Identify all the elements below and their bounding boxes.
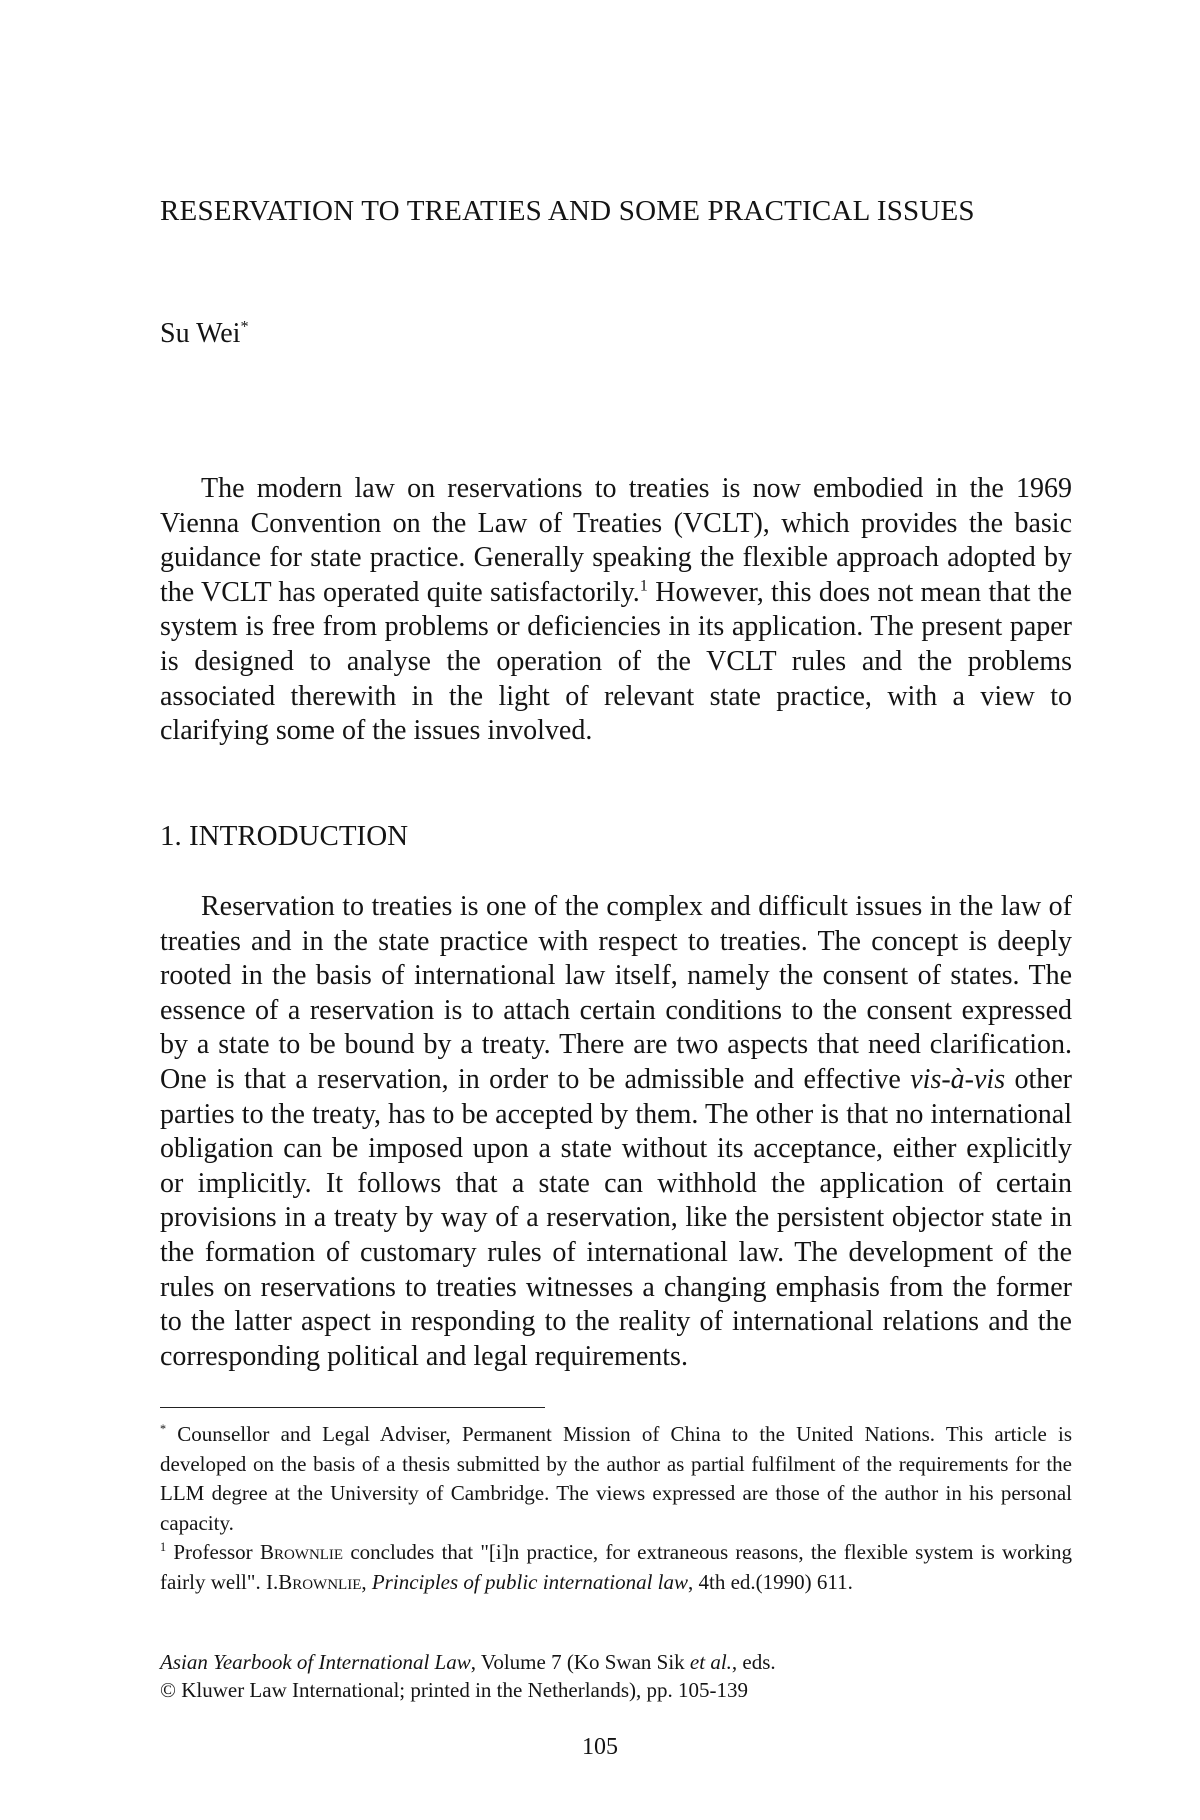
- abstract-paragraph: [160, 472, 1072, 749]
- intro-text-part-2: other parties to the treaty, has to be accepted by them. The other is that no international obligation can be imposed upon a state without its acceptance, either explicitly or implicitly. It follows that a state can withhold the application of certain provisions in a treaty by way of a reservation, like the persistent objector state in the formation of customary rules of international law. The development of the rules on reservations to treaties witnesses a changing emphasis from the former to the latter aspect in responding to the reality of international relations and the corresponding political and legal requirements.: [160, 1063, 1073, 1372]
- footnotes: [160, 1420, 1072, 1597]
- citation-volume: , Volume 7 (Ko Swan Sik: [470, 1650, 690, 1674]
- page-number: 105: [582, 1734, 618, 1760]
- footnote-1-author: Brownlie: [259, 1540, 344, 1564]
- footnote-author-text: Counsellor and Legal Adviser, Permanent Mission of China to the United Nations. This article is developed on the basis of a thesis submitted by the author as partial fulfilment of the requirements for the LLM degree at the University of Cambridge. The views expressed are those of the author in his personal capacity.: [160, 1422, 1072, 1535]
- section-heading: 1. INTRODUCTION: [160, 820, 409, 852]
- footnote-1-author-2: Brownlie: [278, 1569, 362, 1594]
- citation-eds: , eds.: [731, 1650, 776, 1674]
- citation-etal: et al.: [689, 1650, 732, 1674]
- footnote-author-mark: *: [160, 1422, 167, 1436]
- footnote-1-text-a: Professor: [166, 1540, 260, 1564]
- intro-text-part-1: Reservation to treaties is one of the complex and difficult issues in the law of treaties and in the state practice with respect to treaties. The concept is deeply rooted in the basis of international law itself, namely the consent of states. The essence of a reservation is to attach certain conditions to the consent expressed by a state to be bound by a treaty. There are two aspects that need clarification. One is that a reservation, in order to be admissible and effective: [160, 891, 1072, 1095]
- citation-line-2: © Kluwer Law International; printed in the Netherlands), pp. 105-139: [160, 1678, 749, 1702]
- footnote-divider: [160, 1407, 545, 1408]
- footnote-author: [160, 1420, 1072, 1538]
- footnote-1-mark: 1: [160, 1540, 167, 1554]
- journal-citation: [160, 1648, 1072, 1704]
- footnote-1-text-b: concludes that "[i]n practice, for extraneous reasons, the flexible system is working fairly well". I.: [160, 1540, 1073, 1594]
- footnote-1-text-c: ,: [361, 1569, 372, 1594]
- citation-line-1: [160, 1648, 1072, 1676]
- author-name-text: Su Wei: [160, 318, 241, 349]
- footnote-1-book-title: Principles of public international law: [371, 1569, 689, 1594]
- abstract-text-part-1: The modern law on reservations to treaties is now embodied in the 1969 Vienna Convention on the Law of Treaties (VCLT), which provides the basic guidance for state practice. Generally speaking the flexible approach adopted by the VCLT has operated quite satisfactorily.: [160, 473, 1072, 608]
- footnote-ref-1: 1: [639, 576, 648, 595]
- article-title: RESERVATION TO TREATIES AND SOME PRACTICAL ISSUES: [160, 195, 975, 227]
- introduction-paragraph: [160, 890, 1072, 1374]
- author-name: [160, 316, 249, 352]
- author-footnote-mark: *: [240, 317, 249, 336]
- journal-name: Asian Yearbook of International Law: [160, 1650, 471, 1674]
- abstract-text-part-2: However, this does not mean that the system is free from problems or deficiencies in its application. The present paper is designed to analyse the operation of the VCLT rules and the problems associated therewith in the light of relevant state practice, with a view to clarifying some of the issues involved.: [160, 576, 1072, 747]
- intro-italic-term: vis-à-vis: [910, 1063, 1006, 1095]
- footnote-1-text-d: , 4th ed.(1990) 611.: [688, 1569, 853, 1594]
- footnote-1: [160, 1538, 1072, 1597]
